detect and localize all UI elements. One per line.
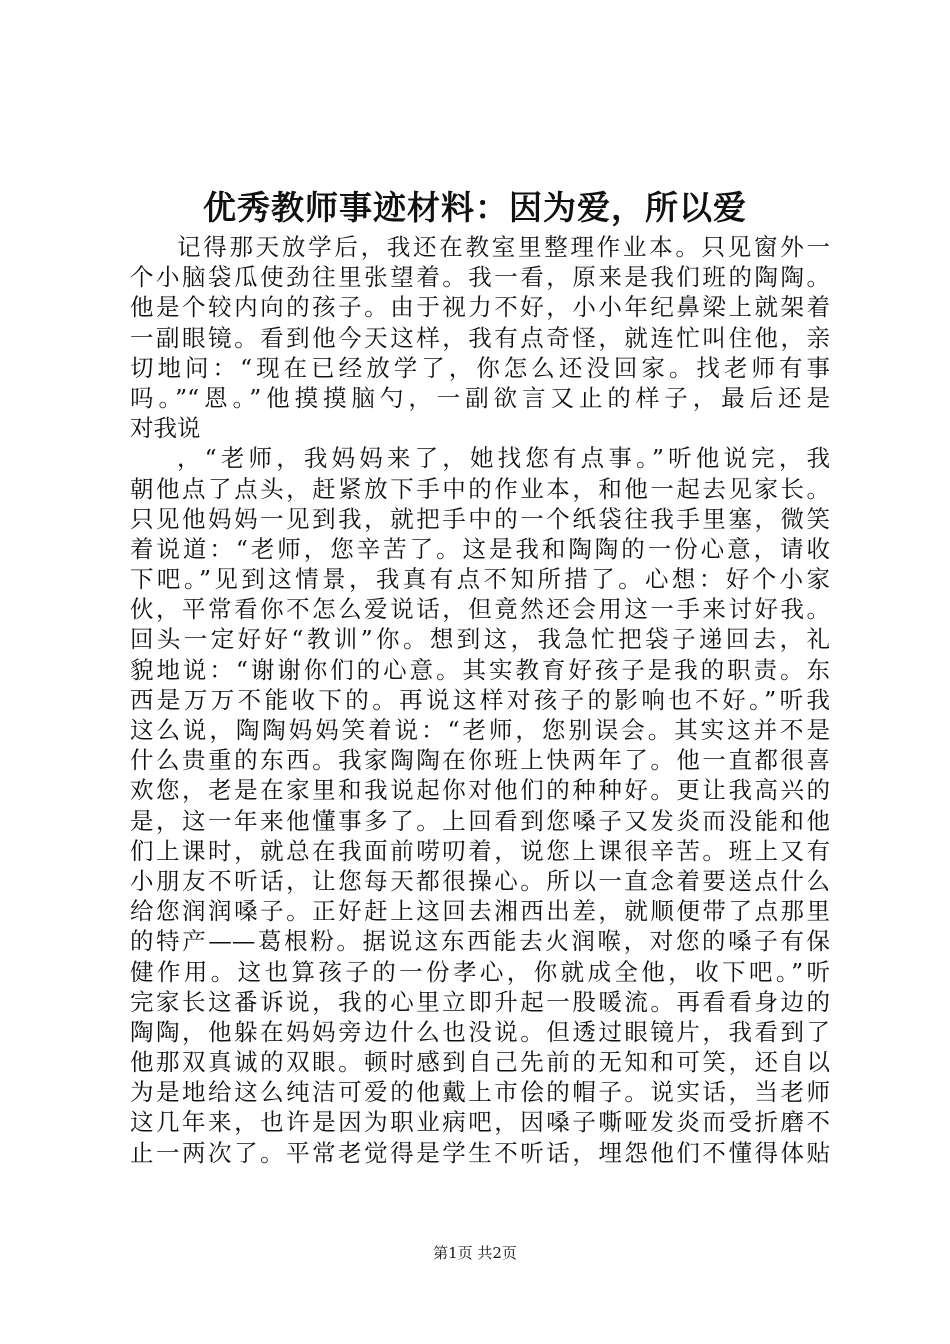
body-line: 只见他妈妈一见到我，就把手中的一个纸袋往我手里塞，微笑 xyxy=(130,504,830,533)
body-line: 吗。”“恩。”他摸摸脑勺，一副欲言又止的样子，最后还是 xyxy=(130,383,830,412)
body-line: ，“老师，我妈妈来了，她找您有点事。”听他说完，我 xyxy=(177,444,830,473)
document-body xyxy=(130,232,830,1168)
body-line: 记得那天放学后，我还在教室里整理作业本。只见窗外一 xyxy=(177,233,830,261)
body-line: 对我说 xyxy=(130,414,201,443)
body-line: 小朋友不听话，让您每天都很操心。所以一直念着要送点什么 xyxy=(130,866,830,895)
body-line: 他是个较内向的孩子。由于视力不好，小小年纪鼻梁上就架着 xyxy=(130,293,830,322)
body-line: 伙，平常看你不怎么爱说话，但竟然还会用这一手来讨好我。 xyxy=(130,595,830,624)
body-line: 这几年来，也许是因为职业病吧，因嗓子嘶哑发炎而受折磨不 xyxy=(130,1108,830,1137)
document-title: 优秀教师事迹材料：因为爱，所以爱 xyxy=(203,188,747,227)
body-line: 着说道：“老师，您辛苦了。这是我和陶陶的一份心意，请收 xyxy=(130,534,830,563)
body-line: 什么贵重的东西。我家陶陶在你班上快两年了。他一直都很喜 xyxy=(130,746,830,775)
body-line: 回头一定好好“教训”你。想到这，我急忙把袋子递回去，礼 xyxy=(130,625,830,654)
body-line: 朝他点了点头，赶紧放下手中的作业本，和他一起去见家长。 xyxy=(130,474,830,503)
body-line: 西是万万不能收下的。再说这样对孩子的影响也不好。”听我 xyxy=(130,685,830,714)
body-line: 欢您，老是在家里和我说起你对他们的种种好。更让我高兴的 xyxy=(130,776,830,805)
body-line: 是，这一年来他懂事多了。上回看到您嗓子又发炎而没能和他 xyxy=(130,806,830,835)
body-line: 的特产——葛根粉。据说这东西能去火润喉，对您的嗓子有保 xyxy=(130,927,830,956)
body-line: 一副眼镜。看到他今天这样，我有点奇怪，就连忙叫住他，亲 xyxy=(130,323,830,352)
body-line: 们上课时，就总在我面前唠叨着，说您上课很辛苦。班上又有 xyxy=(130,836,830,865)
body-line: 止一两次了。平常老觉得是学生不听话，埋怨他们不懂得体贴 xyxy=(130,1138,830,1167)
body-line: 给您润润嗓子。正好赶上这回去湘西出差，就顺便带了点那里 xyxy=(130,897,830,926)
body-line: 个小脑袋瓜使劲往里张望着。我一看，原来是我们班的陶陶。 xyxy=(130,263,830,292)
body-line: 下吧。”见到这情景，我真有点不知所措了。心想：好个小家 xyxy=(130,565,830,594)
body-line: 这么说，陶陶妈妈笑着说：“老师，您别误会。其实这并不是 xyxy=(130,716,830,744)
body-line: 他那双真诚的双眼。顿时感到自己先前的无知和可笑，还自以 xyxy=(130,1048,830,1077)
body-line: 完家长这番诉说，我的心里立即升起一股暖流。再看看身边的 xyxy=(130,987,830,1016)
body-line: 为是地给这么纯洁可爱的他戴上市侩的帽子。说实话，当老师 xyxy=(130,1078,830,1107)
body-line: 健作用。这也算孩子的一份孝心，你就成全他，收下吧。”听 xyxy=(130,957,830,986)
page-footer: 第1页 共2页 xyxy=(433,1244,517,1262)
body-line: 陶陶，他躲在妈妈旁边什么也没说。但透过眼镜片，我看到了 xyxy=(130,1017,830,1046)
body-line: 切地问：“现在已经放学了，你怎么还没回家。找老师有事 xyxy=(130,353,830,382)
body-line: 貌地说：“谢谢你们的心意。其实教育好孩子是我的职责。东 xyxy=(130,655,830,684)
